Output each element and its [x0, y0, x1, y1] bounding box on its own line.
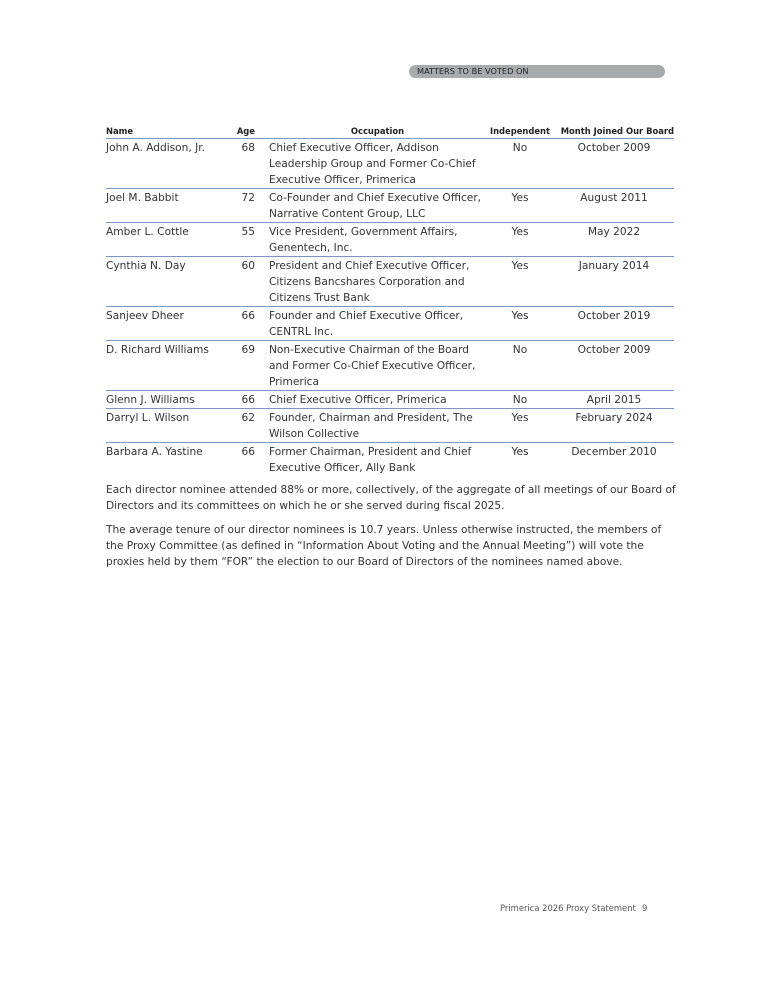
- table-row: [106, 443, 674, 477]
- nominee-month-joined: May 2022: [554, 223, 674, 257]
- nominee-age: 66: [222, 391, 269, 409]
- table-row: [106, 139, 674, 189]
- table-row: [106, 189, 674, 223]
- nominee-name: Cynthia N. Day: [106, 257, 222, 307]
- director-nominees-table: [106, 126, 674, 476]
- nominee-age: 69: [222, 341, 269, 391]
- nominee-independent: No: [486, 341, 554, 391]
- nominee-name: Sanjeev Dheer: [106, 307, 222, 341]
- nominee-month-joined: April 2015: [554, 391, 674, 409]
- nominee-independent: Yes: [486, 307, 554, 341]
- nominee-occupation: Former Chairman, President and Chief Executive Officer, Ally Bank: [269, 446, 472, 474]
- table-row: [106, 223, 674, 257]
- nominee-name: John A. Addison, Jr.: [106, 139, 222, 189]
- nominee-occupation: Vice President, Government Affairs, Genentech, Inc.: [269, 223, 486, 257]
- nominee-name: Barbara A. Yastine: [106, 446, 203, 458]
- table-row: [106, 391, 674, 409]
- table-row: [106, 257, 674, 307]
- nominee-independent: Yes: [486, 257, 554, 307]
- nominee-independent: Yes: [486, 409, 554, 443]
- nominee-age: 62: [222, 409, 269, 443]
- nominee-name: Glenn J. Williams: [106, 391, 222, 409]
- section-banner-label: MATTERS TO BE VOTED ON: [417, 66, 529, 76]
- nominee-independent: No: [486, 391, 554, 409]
- nominee-month-joined: January 2014: [554, 257, 674, 307]
- nominee-name: Darryl L. Wilson: [106, 409, 222, 443]
- nominee-month-joined: October 2019: [554, 307, 674, 341]
- nominee-name: Amber L. Cottle: [106, 223, 222, 257]
- nominee-age: 55: [222, 223, 269, 257]
- page-number: 9: [642, 903, 648, 913]
- footer-document-title: Primerica 2026 Proxy Statement: [500, 903, 636, 913]
- attendance-paragraph: Each director nominee attended 88% or more, collectively, of the aggregate of all meetings of our Board of Directors and its committees on which he or she served during fiscal 2025.: [106, 484, 676, 512]
- table-header-row: [106, 126, 674, 139]
- nominee-month-joined: October 2009: [554, 139, 674, 189]
- nominee-occupation: Founder and Chief Executive Officer, CENTRL Inc.: [269, 307, 486, 341]
- nominee-month-joined: August 2011: [554, 189, 674, 223]
- nominee-independent: Yes: [486, 223, 554, 257]
- table-row: [106, 307, 674, 341]
- nominee-age: 72: [222, 189, 269, 223]
- column-header-occupation: Occupation: [269, 126, 486, 139]
- nominee-age: 66: [241, 446, 255, 458]
- nominee-name: D. Richard Williams: [106, 341, 222, 391]
- nominee-occupation: Co-Founder and Chief Executive Officer, Narrative Content Group, LLC: [269, 189, 486, 223]
- nominee-age: 66: [222, 307, 269, 341]
- column-header-name: Name: [106, 126, 222, 139]
- nominee-month-joined: December 2010: [571, 446, 657, 458]
- nominee-name: Joel M. Babbit: [106, 189, 222, 223]
- nominee-occupation: Chief Executive Officer, Primerica: [269, 391, 486, 409]
- table-row: [106, 341, 674, 391]
- section-banner: [409, 65, 665, 78]
- table-row: [106, 409, 674, 443]
- nominee-occupation: Founder, Chairman and President, The Wilson Collective: [269, 409, 486, 443]
- nominee-age: 68: [222, 139, 269, 189]
- nominee-age: 60: [222, 257, 269, 307]
- column-header-month-joined: Month Joined Our Board: [554, 126, 674, 139]
- column-header-age: Age: [222, 126, 269, 139]
- nominee-month-joined: February 2024: [554, 409, 674, 443]
- nominee-independent: Yes: [511, 446, 529, 458]
- tenure-paragraph: The average tenure of our director nominees is 10.7 years. Unless otherwise instructed, the members of the Proxy Committee (as defined in “Information About Voting and the Annual Meeting”) will vote the proxies held by them “FOR” the election to our Board of Directors of the nominees named above.: [106, 524, 662, 568]
- nominee-independent: Yes: [486, 189, 554, 223]
- nominee-month-joined: October 2009: [554, 341, 674, 391]
- column-header-independent: Independent: [486, 126, 554, 139]
- nominee-occupation: President and Chief Executive Officer, Citizens Bancshares Corporation and Citizens Trust Bank: [269, 257, 486, 307]
- nominee-occupation: Chief Executive Officer, Addison Leadership Group and Former Co-Chief Executive Officer, Primerica: [269, 139, 486, 189]
- nominee-independent: No: [486, 139, 554, 189]
- nominee-occupation: Non-Executive Chairman of the Board and Former Co-Chief Executive Officer, Primerica: [269, 341, 486, 391]
